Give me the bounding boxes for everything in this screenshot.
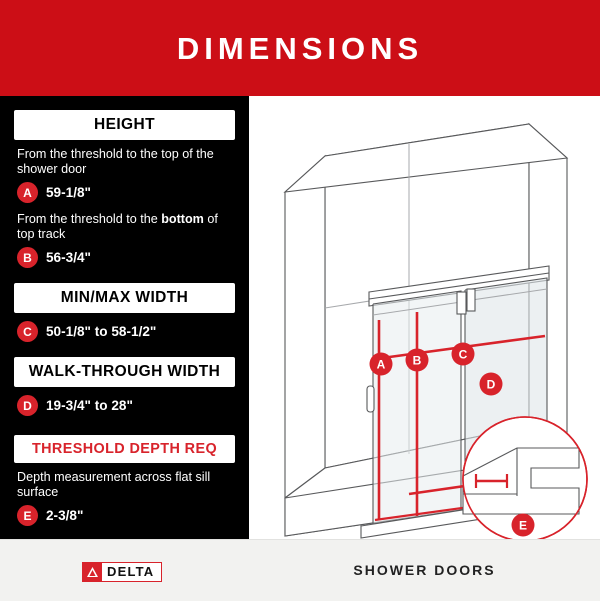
- category-label: SHOWER DOORS: [353, 562, 496, 578]
- measurement-row-e: [17, 505, 235, 526]
- desc-text-bold: bottom: [161, 212, 204, 226]
- callout-marker-a: [370, 353, 393, 376]
- callout-marker-d: [480, 373, 503, 396]
- svg-text:C: C: [458, 347, 468, 362]
- shower-door-line-drawing: [249, 96, 600, 539]
- desc-text-pre: From the threshold to the: [17, 212, 162, 226]
- section-heading-height: HEIGHT: [14, 110, 235, 140]
- section-description-height-b: [17, 212, 235, 242]
- desc-text: From the threshold to the top of the shower door: [17, 147, 214, 176]
- callout-badge-a: A: [17, 182, 38, 203]
- section-description-threshold: [17, 470, 235, 500]
- callout-badge-d: D: [17, 395, 38, 416]
- page-title: DIMENSIONS: [176, 31, 424, 66]
- spacer: [14, 425, 235, 435]
- measurement-value-c: 50-1/8" to 58-1/2": [46, 324, 157, 339]
- specifications-panel: [0, 96, 249, 539]
- shower-door-illustration: [249, 96, 600, 539]
- callout-badge-b: B: [17, 247, 38, 268]
- section-heading-min-max-width: MIN/MAX WIDTH: [14, 283, 235, 313]
- callout-badge-e: E: [17, 505, 38, 526]
- svg-text:D: D: [486, 377, 496, 392]
- svg-text:A: A: [376, 357, 386, 372]
- svg-text:B: B: [412, 353, 422, 368]
- svg-text:E: E: [518, 518, 528, 533]
- section-heading-walk-through-width: WALK-THROUGH WIDTH: [14, 357, 235, 387]
- measurement-row-a: [17, 182, 235, 203]
- measurement-value-e: 2-3/8": [46, 508, 84, 523]
- callout-badge-c: C: [17, 321, 38, 342]
- section-heading-threshold-depth-req: THRESHOLD DEPTH REQ: [14, 435, 235, 463]
- callout-marker-c: [452, 343, 475, 366]
- section-description-height-a: [17, 147, 235, 177]
- measurement-value-d: 19-3/4" to 28": [46, 398, 133, 413]
- callout-marker-e: [512, 514, 535, 537]
- brand-name: DELTA: [107, 564, 155, 579]
- brand-logo: [82, 562, 162, 582]
- measurement-value-b: 56-3/4": [46, 250, 91, 265]
- measurement-row-d: [17, 395, 235, 416]
- measurement-row-b: [17, 247, 235, 268]
- desc-text: Depth measurement across flat sill surface: [17, 470, 211, 499]
- header-banner: [0, 0, 600, 96]
- delta-triangle-icon: [83, 563, 102, 581]
- measurement-value-a: 59-1/8": [46, 185, 91, 200]
- desc-text-post: of top track: [17, 212, 218, 241]
- callout-marker-b: [406, 349, 429, 372]
- measurement-row-c: [17, 321, 235, 342]
